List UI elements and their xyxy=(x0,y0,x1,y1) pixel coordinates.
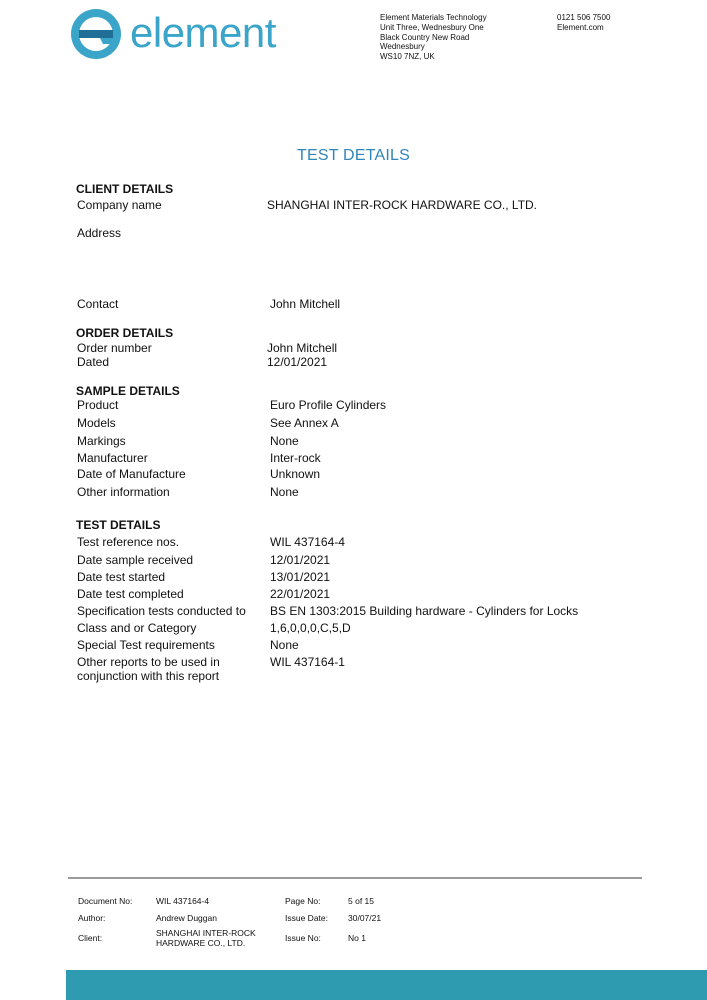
sample-row-value: None xyxy=(270,485,299,499)
issue-no-label: Issue No: xyxy=(285,933,321,943)
contact-label: Contact xyxy=(77,297,119,311)
contact-value: John Mitchell xyxy=(270,297,341,311)
author-value: Andrew Duggan xyxy=(156,913,217,923)
sample-row-label: Manufacturer xyxy=(77,451,148,465)
test-row-value: 1,6,0,0,0,C,5,D xyxy=(270,621,351,635)
sample-row-label: Markings xyxy=(77,434,126,448)
address-label: Address xyxy=(77,226,122,240)
address-line: Element Materials Technology xyxy=(380,13,487,22)
author-label: Author: xyxy=(78,913,106,923)
test-row-value: None xyxy=(270,638,299,652)
test-row-label: Date test completed xyxy=(77,587,184,601)
sample-row-value: Euro Profile Cylinders xyxy=(270,398,387,412)
test-row-label: Other reports to be used in conjunction with this report xyxy=(77,655,220,683)
issue-date-value: 30/07/21 xyxy=(348,913,382,923)
dated-label: Dated xyxy=(77,355,110,369)
dated-value: 12/01/2021 xyxy=(267,355,328,369)
footer-divider xyxy=(68,877,642,879)
sample-row-label: Models xyxy=(77,416,116,430)
test-row-value: 22/01/2021 xyxy=(270,587,331,601)
test-row-label: Test reference nos. xyxy=(77,535,180,549)
element-logo xyxy=(70,8,300,60)
order-number-value: John Mitchell xyxy=(267,341,338,355)
company-contact xyxy=(557,13,610,33)
issue-no-value: No 1 xyxy=(348,933,366,943)
sample-row-label: Other information xyxy=(77,485,170,499)
test-row-label: Specification tests conducted to xyxy=(77,604,246,618)
address-line: Unit Three, Wednesbury One xyxy=(380,22,484,32)
element-logo-icon xyxy=(70,8,122,60)
address-line: Wednesbury xyxy=(380,42,425,52)
order-number-label: Order number xyxy=(77,341,152,355)
address-line: WS10 7NZ, UK xyxy=(380,52,435,62)
company-name-value: SHANGHAI INTER-ROCK HARDWARE CO., LTD. xyxy=(267,198,538,212)
sample-row-value: See Annex A xyxy=(270,416,339,430)
page-title: TEST DETAILS xyxy=(297,147,410,164)
company-name-label: Company name xyxy=(77,198,162,212)
address-line: Black Country New Road xyxy=(380,32,470,42)
test-row-value: WIL 437164-4 xyxy=(270,535,345,549)
page-no-label: Page No: xyxy=(285,896,321,906)
page-no-value: 5 of 15 xyxy=(348,896,374,906)
client-value: SHANGHAI INTER-ROCK HARDWARE CO., LTD. xyxy=(156,928,256,948)
test-row-value: 13/01/2021 xyxy=(270,570,331,584)
issue-date-label: Issue Date: xyxy=(285,913,328,923)
logo-text: element xyxy=(130,9,276,56)
test-row-value: WIL 437164-1 xyxy=(270,655,345,669)
test-row-label: Date test started xyxy=(77,570,166,584)
test-row-label: Date sample received xyxy=(77,553,194,567)
sample-details-heading: SAMPLE DETAILS xyxy=(76,384,180,398)
company-address xyxy=(380,13,487,62)
phone-number: 0121 506 7500 xyxy=(557,13,611,22)
test-row-value: BS EN 1303:2015 Building hardware - Cylinders for Locks xyxy=(270,604,579,618)
test-row-value: 12/01/2021 xyxy=(270,553,331,567)
client-details-heading: CLIENT DETAILS xyxy=(76,182,174,196)
sample-row-value: Inter-rock xyxy=(270,451,321,465)
sample-row-label: Date of Manufacture xyxy=(77,467,186,481)
sample-row-label: Product xyxy=(77,398,119,412)
test-details-heading: TEST DETAILS xyxy=(76,518,161,532)
test-row-label: Special Test requirements xyxy=(77,638,215,652)
website: Element.com xyxy=(557,22,604,32)
sample-row-value: Unknown xyxy=(270,467,321,481)
document-no-value: WIL 437164-4 xyxy=(156,896,210,906)
test-row-label: Class and or Category xyxy=(77,621,197,635)
sample-row-value: None xyxy=(270,434,299,448)
document-no-label: Document No: xyxy=(78,896,133,906)
client-label: Client: xyxy=(78,933,103,943)
order-details-heading: ORDER DETAILS xyxy=(76,326,174,340)
footer-color-band xyxy=(66,970,707,1000)
